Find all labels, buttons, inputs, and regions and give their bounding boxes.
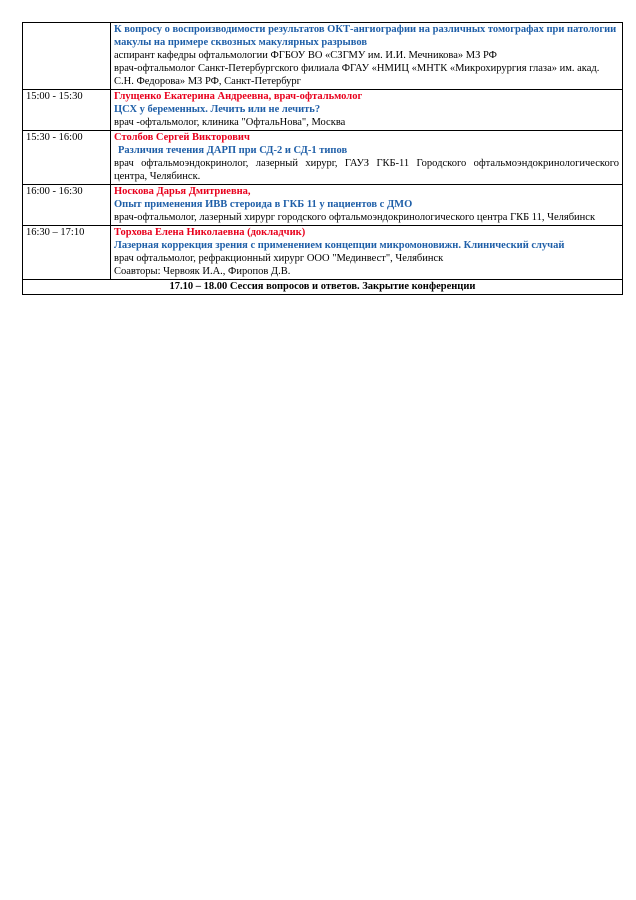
table-row bbox=[23, 23, 623, 90]
speaker-name: Носкова Дарья Дмитриевна, bbox=[114, 186, 251, 197]
talk-title: ЦСХ у беременных. Лечить или не лечить? bbox=[114, 104, 321, 115]
speaker-name: Торхова Елена Николаевна (докладчик) bbox=[114, 227, 306, 238]
affiliation-line: врач-офтальмолог, лазерный хирург городского офтальмоэндокринологического центра ГКБ 11, Челябинск bbox=[114, 212, 596, 223]
affiliation-line: врач офтальмолог, рефракционный хирург ООО "Мединвест", Челябинск bbox=[114, 253, 444, 264]
time-cell: 15:30 - 16:00 bbox=[23, 131, 111, 185]
affiliation-line: аспирант кафедры офтальмологии ФГБОУ ВО «СЗГМУ им. И.И. Мечникова» МЗ РФ bbox=[114, 50, 497, 61]
talk-cell bbox=[111, 90, 623, 131]
time-cell: 15:00 - 15:30 bbox=[23, 90, 111, 131]
table-row bbox=[23, 90, 623, 131]
talk-cell bbox=[111, 226, 623, 280]
talk-cell bbox=[111, 23, 623, 90]
closing-session-text: 17.10 – 18.00 Сессия вопросов и ответов. Закрытие конференции bbox=[23, 280, 623, 295]
program-table bbox=[22, 22, 623, 295]
talk-cell bbox=[111, 185, 623, 226]
talk-title: Различия течения ДАРП при СД-2 и СД-1 типов bbox=[118, 145, 348, 156]
talk-cell bbox=[111, 131, 623, 185]
time-cell: 16:00 - 16:30 bbox=[23, 185, 111, 226]
table-row bbox=[23, 226, 623, 280]
speaker-name: Глущенко Екатерина Андреевна, врач-офтальмолог bbox=[114, 91, 363, 102]
time-cell: 16:30 – 17:10 bbox=[23, 226, 111, 280]
closing-session-row bbox=[23, 280, 623, 295]
talk-title: Опыт применения ИВВ стероида в ГКБ 11 у пациентов с ДМО bbox=[114, 199, 413, 210]
coauthors-line: Соавторы: Червояк И.А., Фиропов Д.В. bbox=[114, 266, 291, 277]
affiliation-line: врач офтальмоэндокринолог, лазерный хирург, ГАУЗ ГКБ-11 Городского офтальмоэндокринологического центра, Челябинск. bbox=[114, 158, 619, 182]
time-cell bbox=[23, 23, 111, 90]
talk-title: К вопросу о воспроизводимости результатов ОКТ-ангиографии на различных томографах при патологии макулы на примере сквозных макулярных разрывов bbox=[114, 24, 617, 48]
speaker-name: Столбов Сергей Викторович bbox=[114, 132, 250, 143]
table-row bbox=[23, 185, 623, 226]
table-row bbox=[23, 131, 623, 185]
affiliation-line: врач-офтальмолог Санкт-Петербургского филиала ФГАУ «НМИЦ «МНТК «Микрохирургия глаза» им. акад. С.Н. Федорова» МЗ РФ, Санкт-Петербург bbox=[114, 63, 600, 87]
talk-title: Лазерная коррекция зрения с применением концепции микромоновижн. Клинический случай bbox=[114, 240, 565, 251]
affiliation-line: врач -офтальмолог, клиника "ОфтальНова", Москва bbox=[114, 117, 346, 128]
